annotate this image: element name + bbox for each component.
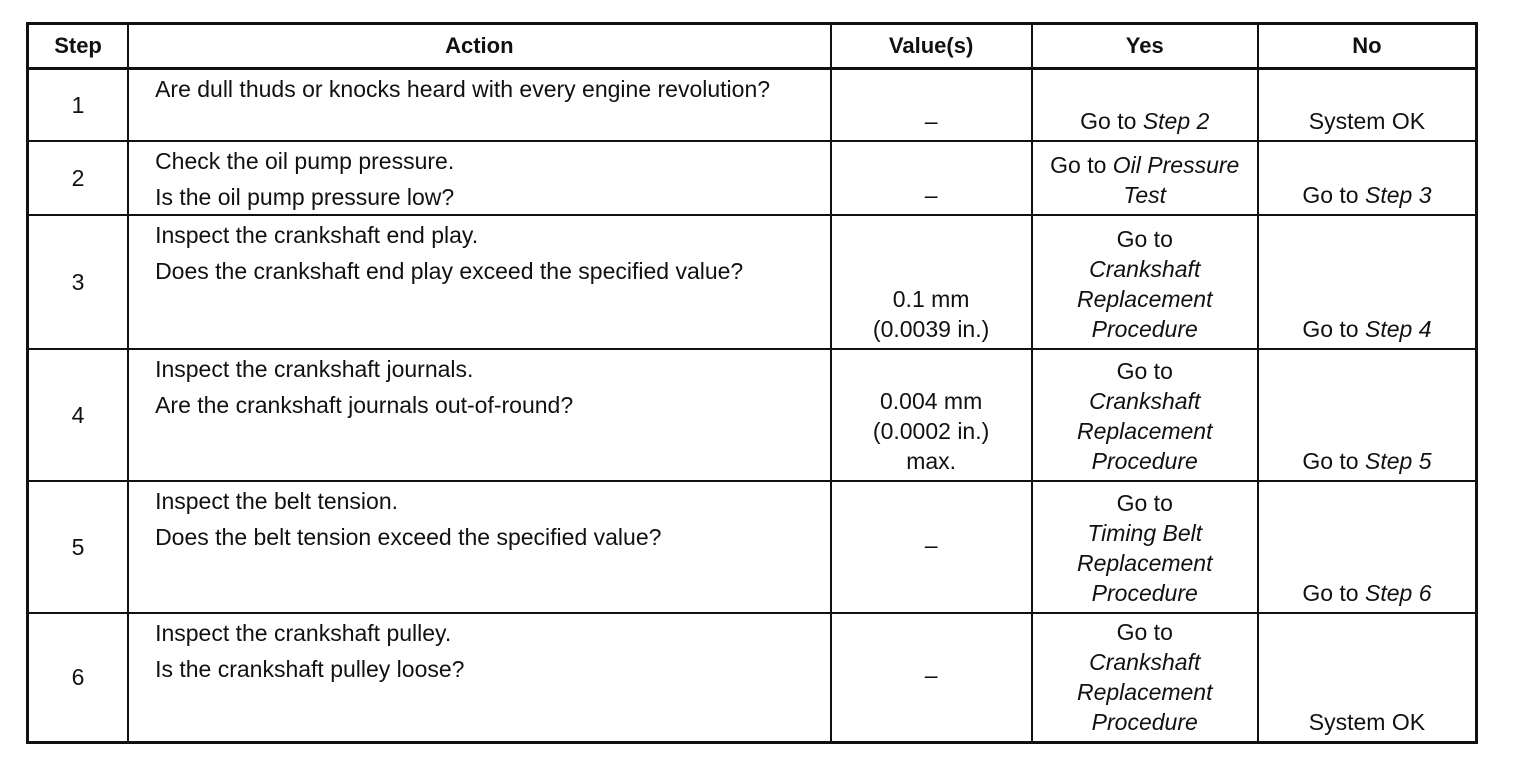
action-text: Are dull thuds or knocks heard with every engine revolution? bbox=[155, 76, 771, 102]
no-target: Step 4 bbox=[1364, 315, 1432, 342]
action-cell bbox=[128, 349, 830, 481]
header-action: Action bbox=[128, 24, 830, 69]
value-text: 0.004 mm bbox=[879, 387, 983, 414]
yes-cell bbox=[1032, 349, 1258, 481]
no-target: System OK bbox=[1308, 107, 1426, 134]
value-text: 0.1 mm bbox=[892, 285, 970, 312]
no-cell bbox=[1258, 481, 1477, 613]
value-text: – bbox=[924, 531, 938, 558]
yes-cell bbox=[1032, 613, 1258, 743]
yes-prefix: Go to bbox=[1050, 151, 1107, 178]
table-row bbox=[28, 481, 1477, 613]
step-number: 5 bbox=[28, 481, 129, 613]
value-cell bbox=[831, 613, 1032, 743]
value-text: – bbox=[924, 107, 938, 134]
step-number: 2 bbox=[28, 141, 129, 215]
action-text: Inspect the crankshaft journals. bbox=[155, 355, 474, 382]
yes-target: Oil Pressure Test bbox=[1112, 151, 1240, 208]
yes-prefix: Go to bbox=[1116, 489, 1173, 516]
yes-cell bbox=[1032, 69, 1258, 141]
action-text: Check the oil pump pressure. bbox=[155, 147, 455, 174]
step-number: 3 bbox=[28, 215, 129, 349]
table-row bbox=[28, 141, 1477, 215]
table-row bbox=[28, 613, 1477, 743]
value-text: max. bbox=[906, 447, 957, 474]
action-cell bbox=[128, 481, 830, 613]
yes-target: Timing Belt Replacement Procedure bbox=[1076, 519, 1213, 606]
table-row bbox=[28, 69, 1477, 141]
value-cell bbox=[831, 349, 1032, 481]
yes-cell bbox=[1032, 215, 1258, 349]
no-cell bbox=[1258, 349, 1477, 481]
yes-cell bbox=[1032, 481, 1258, 613]
diagnostic-table bbox=[26, 22, 1478, 744]
action-question: Does the belt tension exceed the specified value? bbox=[155, 523, 662, 550]
action-text: Inspect the belt tension. bbox=[155, 487, 398, 514]
action-cell bbox=[128, 215, 830, 349]
step-number: 1 bbox=[28, 69, 129, 141]
value-text: – bbox=[924, 662, 938, 689]
yes-target: Crankshaft Replacement Procedure bbox=[1076, 255, 1213, 342]
value-cell bbox=[831, 141, 1032, 215]
step-number: 4 bbox=[28, 349, 129, 481]
table-row bbox=[28, 215, 1477, 349]
action-question: Is the oil pump pressure low? bbox=[155, 183, 455, 210]
yes-cell bbox=[1032, 141, 1258, 215]
value-text: (0.0002 in.) bbox=[872, 417, 990, 444]
action-question: Is the crankshaft pulley loose? bbox=[155, 655, 465, 682]
action-question: Are the crankshaft journals out-of-round? bbox=[155, 391, 574, 418]
action-cell bbox=[128, 141, 830, 215]
no-prefix: Go to bbox=[1302, 447, 1359, 474]
yes-target: Step 2 bbox=[1142, 107, 1210, 134]
no-cell bbox=[1258, 613, 1477, 743]
action-text: Inspect the crankshaft end play. bbox=[155, 221, 479, 248]
no-target: Step 3 bbox=[1364, 181, 1432, 208]
yes-prefix: Go to bbox=[1116, 225, 1173, 252]
header-step: Step bbox=[28, 24, 129, 69]
no-cell bbox=[1258, 141, 1477, 215]
action-cell bbox=[128, 613, 830, 743]
no-prefix: Go to bbox=[1302, 579, 1359, 606]
header-row bbox=[28, 24, 1477, 69]
yes-prefix: Go to bbox=[1080, 107, 1137, 134]
no-cell bbox=[1258, 69, 1477, 141]
value-cell bbox=[831, 69, 1032, 141]
no-target: System OK bbox=[1308, 709, 1426, 735]
no-target: Step 6 bbox=[1364, 579, 1432, 606]
no-target: Step 5 bbox=[1364, 447, 1432, 474]
value-cell bbox=[831, 215, 1032, 349]
action-cell bbox=[128, 69, 830, 141]
yes-prefix: Go to bbox=[1116, 619, 1173, 645]
action-question: Does the crankshaft end play exceed the specified value? bbox=[155, 257, 744, 284]
value-cell bbox=[831, 481, 1032, 613]
header-no: No bbox=[1258, 24, 1477, 69]
yes-target: Crankshaft Replacement Procedure bbox=[1076, 387, 1213, 474]
header-yes: Yes bbox=[1032, 24, 1258, 69]
no-prefix: Go to bbox=[1302, 181, 1359, 208]
value-text: (0.0039 in.) bbox=[872, 315, 990, 342]
yes-target: Crankshaft Replacement Procedure bbox=[1076, 649, 1213, 735]
value-text: – bbox=[924, 181, 938, 208]
no-cell bbox=[1258, 215, 1477, 349]
yes-prefix: Go to bbox=[1116, 357, 1173, 384]
step-number: 6 bbox=[28, 613, 129, 743]
action-text: Inspect the crankshaft pulley. bbox=[155, 619, 452, 646]
header-values: Value(s) bbox=[831, 24, 1032, 69]
no-prefix: Go to bbox=[1302, 315, 1359, 342]
table-row bbox=[28, 349, 1477, 481]
